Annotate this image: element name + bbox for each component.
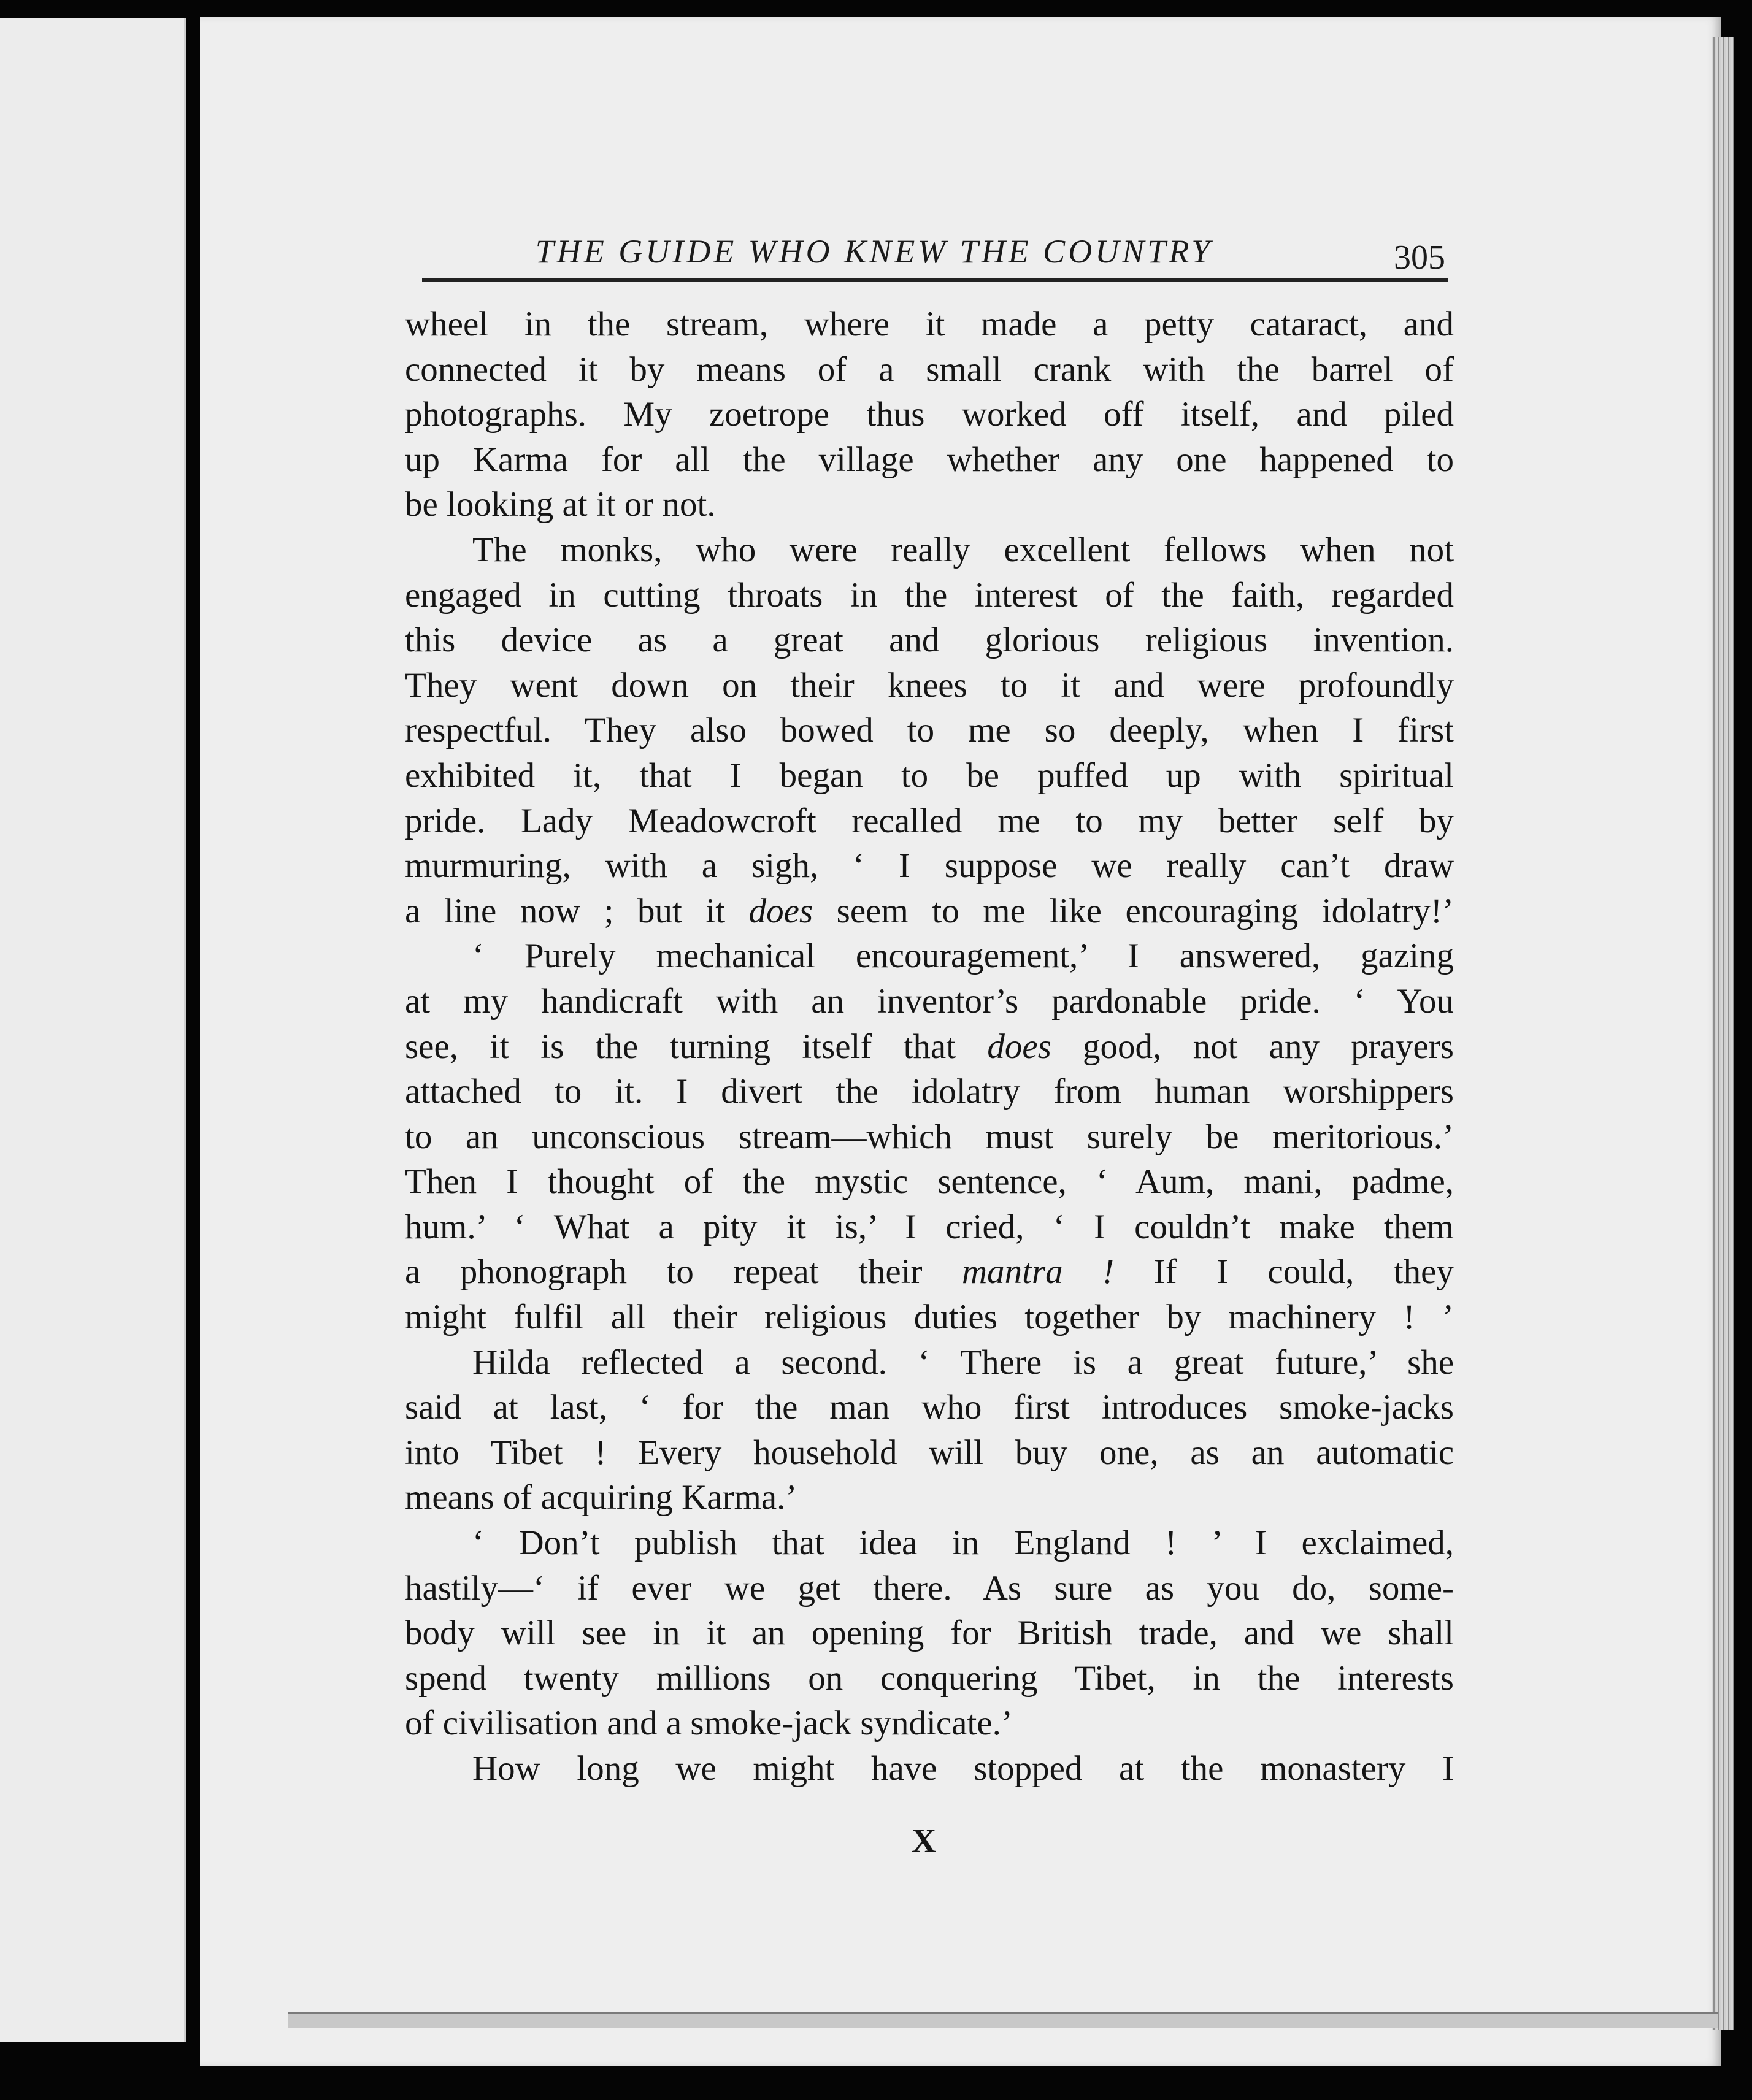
text-line: hastily—‘ if ever we get there. As sure as you do, some- [405, 1568, 1454, 1608]
text-line: The monks, who were really excellent fellows when not [472, 530, 1454, 569]
text-line: see, it is the turning itself that does good, not any prayers [405, 1027, 1454, 1066]
body-text [405, 302, 1454, 1792]
text-line: How long we might have stopped at the monastery I [472, 1749, 1454, 1788]
signature-mark: X [911, 1822, 937, 1860]
text-line: be looking at it or not. [405, 485, 716, 524]
text-line: respectful. They also bowed to me so deeply, when I first [405, 711, 1454, 750]
text-line: attached to it. I divert the idolatry from human worshippers [405, 1072, 1454, 1111]
text-line: body will see in it an opening for British trade, and we shall [405, 1614, 1454, 1653]
running-title: THE GUIDE WHO KNEW THE COUNTRY [535, 233, 1213, 270]
text-line: hum.’ ‘ What a pity it is,’ I cried, ‘ I couldn’t make them [405, 1207, 1454, 1246]
text-line: a line now ; but it does seem to me like encouraging idolatry!’ [405, 891, 1454, 930]
text-line: into Tibet ! Every household will buy one, as an automatic [405, 1433, 1454, 1472]
emphasis: mantra ! [961, 1252, 1115, 1292]
text-line: pride. Lady Meadowcroft recalled me to my better self by [405, 801, 1454, 840]
text-line: might fulfil all their religious duties together by machinery ! ’ [405, 1298, 1454, 1337]
page-number: 305 [1394, 239, 1445, 277]
text-line: Hilda reflected a second. ‘ There is a great future,’ she [472, 1343, 1454, 1382]
text-line: a phonograph to repeat their mantra ! If I could, they [405, 1252, 1454, 1292]
text-line: wheel in the stream, where it made a petty cataract, and [405, 305, 1454, 343]
facing-page-edge [0, 18, 186, 2042]
page-bottom-edge [288, 2012, 1718, 2028]
text-line: engaged in cutting throats in the interest of the faith, regarded [405, 575, 1454, 615]
emphasis: does [987, 1027, 1051, 1066]
text-line: spend twenty millions on conquering Tibet, in the interests [405, 1658, 1454, 1698]
text-line: at my handicraft with an inventor’s pardonable pride. ‘ You [405, 981, 1454, 1021]
header-rule [422, 278, 1448, 282]
text-line: photographs. My zoetrope thus worked off itself, and piled [405, 395, 1454, 434]
text-line: of civilisation and a smoke-jack syndicate.’ [405, 1704, 1013, 1743]
text-line: murmuring, with a sigh, ‘ I suppose we really can’t draw [405, 846, 1454, 886]
text-line: ‘ Purely mechanical encouragement,’ I answered, gazing [472, 937, 1454, 976]
text-line: They went down on their knees to it and were profoundly [405, 665, 1454, 705]
text-line: up Karma for all the village whether any one happened to [405, 440, 1454, 479]
text-line: ‘ Don’t publish that idea in England ! ’ I exclaimed, [472, 1523, 1454, 1563]
text-line: Then I thought of the mystic sentence, ‘ Aum, mani, padme, [405, 1162, 1454, 1201]
text-line: connected it by means of a small crank with the barrel of [405, 350, 1454, 389]
text-line: to an unconscious stream—which must surely be meritorious.’ [405, 1117, 1454, 1156]
text-line: this device as a great and glorious religious invention. [405, 621, 1454, 660]
emphasis: does [748, 891, 813, 930]
text-line: means of acquiring Karma.’ [405, 1478, 797, 1517]
text-line: exhibited it, that I began to be puffed up with spiritual [405, 756, 1454, 795]
text-line: said at last, ‘ for the man who first introduces smoke-jacks [405, 1388, 1454, 1427]
page-stack-edge [1712, 37, 1734, 2030]
